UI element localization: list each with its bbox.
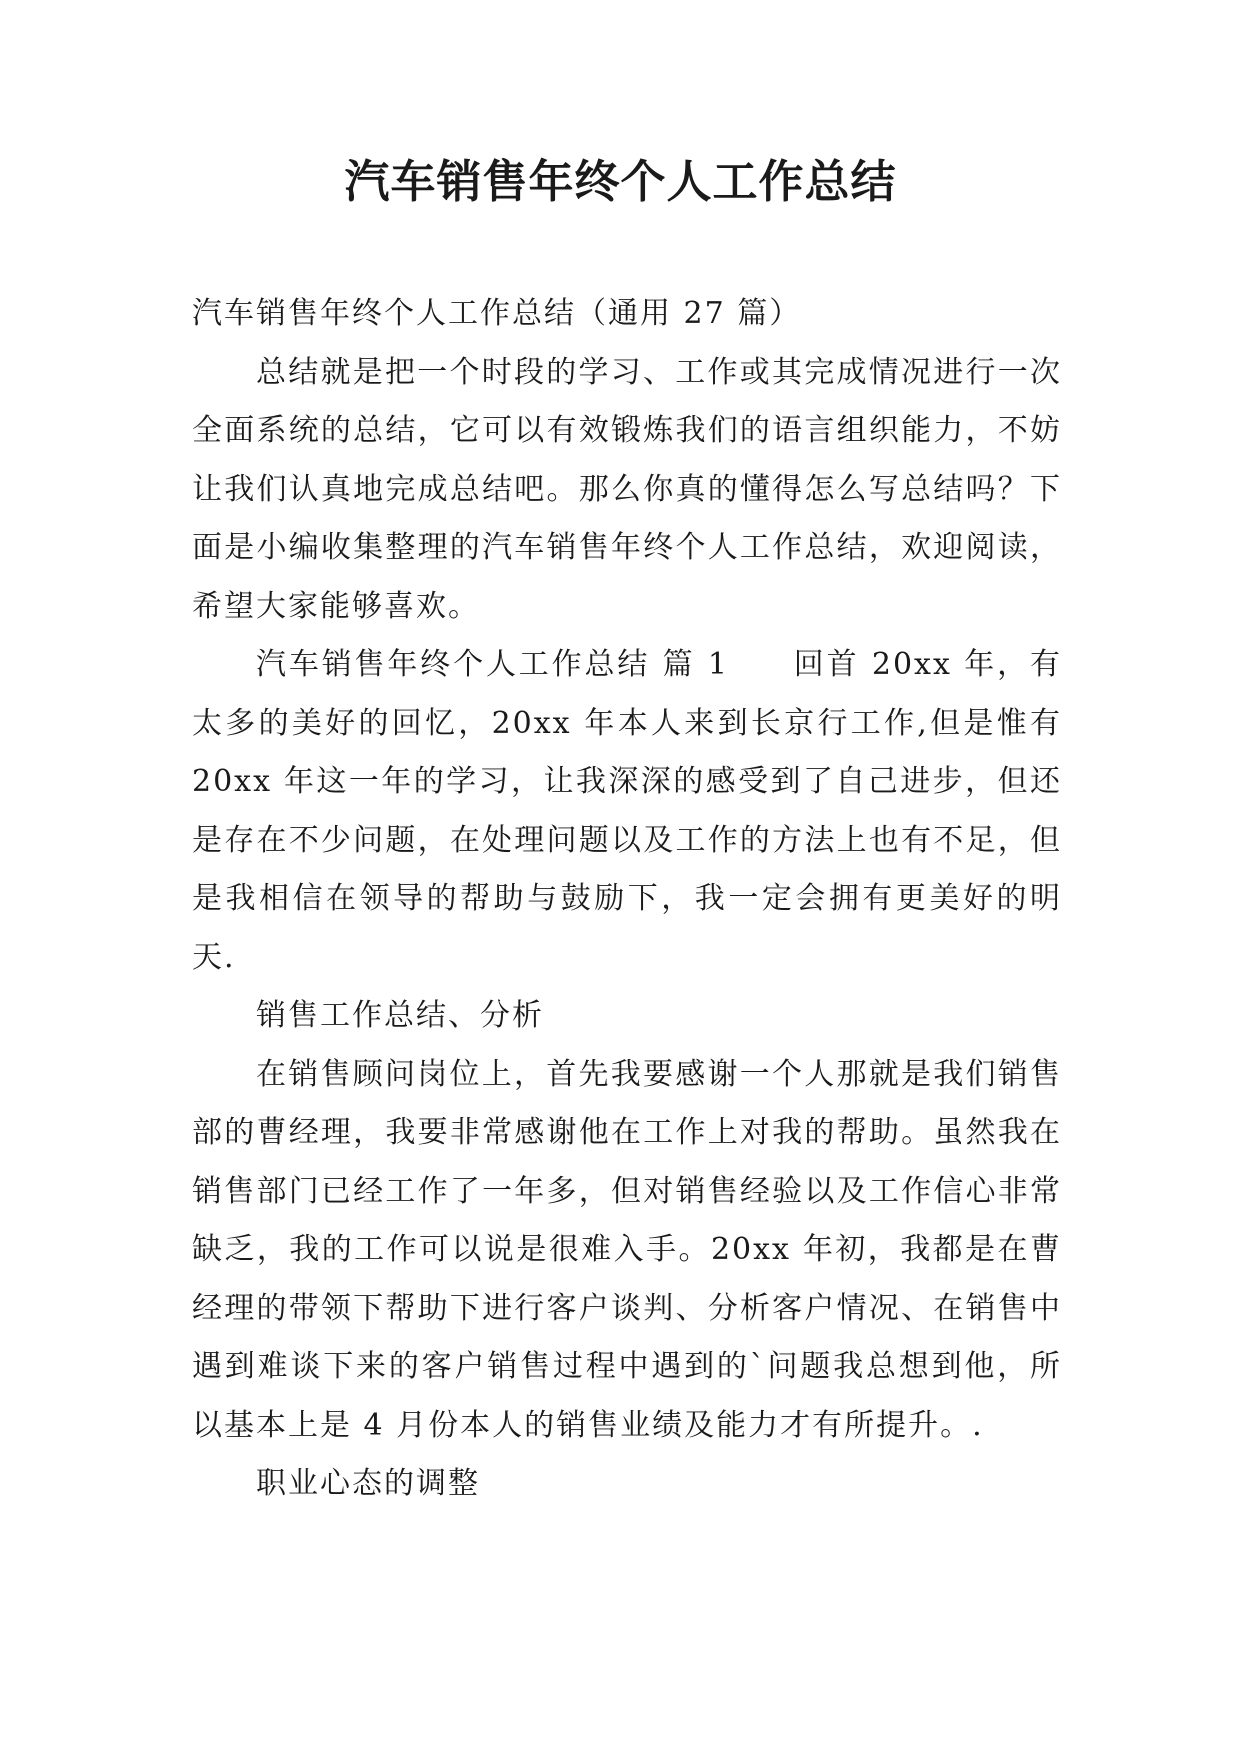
section-heading-sales-analysis: 销售工作总结、分析 <box>256 998 544 1033</box>
document-title: 汽车销售年终个人工作总结 <box>344 155 897 208</box>
chapter-text: 回首 20xx 年，有太多的美好的回忆，20xx 年本人来到长京行工作,但是惟有 20xx 年这一年的学习，让我深深的感受到了自己进步，但还是存在不少问题，在处理问题以及工作的方法上也有不足，但是我相信在领导的帮助与鼓励下，我一定会拥有更美好的明天. <box>192 647 1062 975</box>
section-heading-mindset: 职业心态的调整 <box>256 1466 480 1501</box>
intro-paragraph: 总结就是把一个时段的学习、工作或其完成情况进行一次全面系统的总结，它可以有效锻炼我们的语言组织能力，不妨让我们认真地完成总结吧。那么你真的懂得怎么写总结吗？下面是小编收集整理的汽车销售年终个人工作总结，欢迎阅读，希望大家能够喜欢。 <box>192 354 1062 624</box>
section-paragraph-sales-analysis: 在销售顾问岗位上，首先我要感谢一个人那就是我们销售部的曹经理，我要非常感谢他在工作上对我的帮助。虽然我在销售部门已经工作了一年多，但对销售经验以及工作信心非常缺乏，我的工作可以说是很难入手。20xx 年初，我都是在曹经理的带领下帮助下进行客户谈判、分析客户情况、在销售中遇到难谈下来的客户销售过程中遇到的`问题我总想到他，所以基本上是 4 月份本人的销售业绩及能力才有所提升。. <box>192 1056 1062 1443</box>
document-body <box>192 285 1062 1514</box>
chapter-paragraph <box>192 636 1062 987</box>
subtitle-paragraph: 汽车销售年终个人工作总结（通用 27 篇） <box>192 296 802 331</box>
chapter-heading: 汽车销售年终个人工作总结 篇 1 <box>256 647 729 682</box>
